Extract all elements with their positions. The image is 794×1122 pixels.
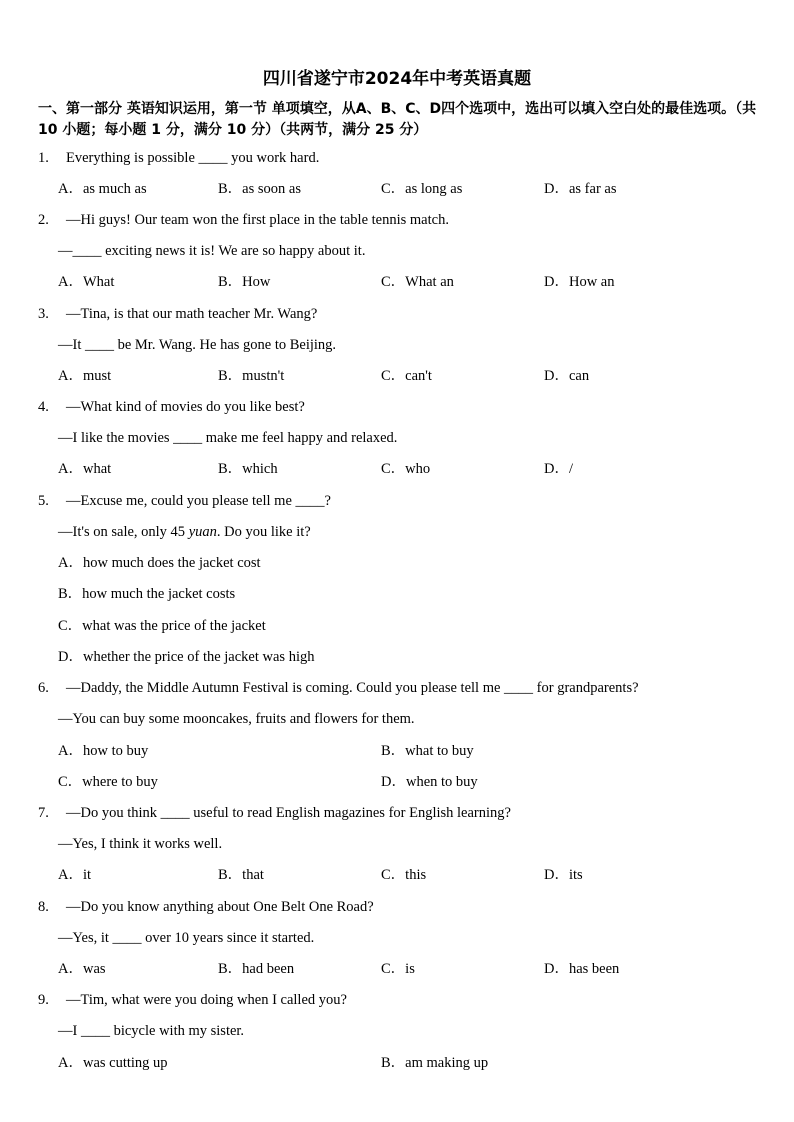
option-a: A．what: [58, 461, 112, 477]
question-stem: —Do you know anything about One Belt One Road?: [66, 899, 374, 915]
option-b: B．which: [218, 461, 278, 477]
option-a: A．how much does the jacket cost: [58, 555, 261, 571]
question-stem: —Excuse me, could you please tell me ____?: [66, 493, 331, 509]
reply-italic-word: yuan: [188, 524, 217, 540]
question-reply: —I like the movies ____ make me feel happy and relaxed.: [58, 430, 398, 446]
question-number: 1.: [38, 150, 49, 166]
option-b: B．How: [218, 274, 271, 290]
option-d: D．its: [544, 867, 583, 883]
option-c: C．is: [381, 961, 415, 977]
question-reply: —Yes, it ____ over 10 years since it started.: [58, 930, 315, 946]
question-stem: —Tim, what were you doing when I called you?: [66, 992, 347, 1008]
option-d: D．whether the price of the jacket was high: [58, 649, 315, 665]
option-b: B．mustn't: [218, 368, 285, 384]
question-stem: —Do you think ____ useful to read English magazines for English learning?: [66, 805, 511, 821]
question-stem: —Daddy, the Middle Autumn Festival is coming. Could you please tell me ____ for grandparents?: [66, 680, 639, 696]
question-number: 9.: [38, 992, 49, 1008]
option-a: A．was cutting up: [58, 1055, 168, 1071]
reply-text: . Do you like it?: [216, 524, 311, 540]
option-b: B．that: [218, 867, 264, 883]
option-c: C．where to buy: [58, 774, 158, 790]
question-reply: —I ____ bicycle with my sister.: [58, 1023, 245, 1039]
option-c: C．who: [381, 461, 431, 477]
question-reply: [58, 523, 311, 541]
option-c: C．What an: [381, 274, 454, 290]
option-c: C．this: [381, 867, 427, 883]
option-d: D．/: [544, 461, 573, 477]
question-stem: Everything is possible ____ you work hard.: [66, 150, 320, 166]
option-d: D．has been: [544, 961, 620, 977]
option-a: A．was: [58, 961, 106, 977]
option-a: A．it: [58, 867, 92, 883]
page-title: 四川省遂宁市2024年中考英语真题: [262, 69, 532, 89]
question-stem: —Hi guys! Our team won the first place in the table tennis match.: [66, 212, 449, 228]
section-header: 一、第一部分 英语知识运用，第一节 单项填空，从A、B、C、D四个选项中，选出可以填入空白处的最佳选项。（共 10 小题；每小题 1 分，满分 10 分）（共两节，满分 25 分）: [38, 101, 757, 138]
option-b: B．what to buy: [381, 743, 474, 759]
question-reply: —Yes, I think it works well.: [58, 836, 223, 852]
question-number: 2.: [38, 212, 49, 228]
question-stem: —What kind of movies do you like best?: [66, 399, 305, 415]
option-c: C．can't: [381, 368, 432, 384]
option-d: D．when to buy: [381, 774, 478, 790]
option-a: A．as much as: [58, 181, 147, 197]
question-reply: —You can buy some mooncakes, fruits and flowers for them.: [58, 711, 415, 727]
option-b: B．as soon as: [218, 181, 301, 197]
question-reply: —____ exciting news it is! We are so happy about it.: [58, 243, 366, 259]
question-number: 5.: [38, 493, 49, 509]
option-a: A．must: [58, 368, 112, 384]
option-b: B．am making up: [381, 1055, 489, 1071]
question-number: 7.: [38, 805, 49, 821]
question-number: 8.: [38, 899, 49, 915]
option-d: D．as far as: [544, 181, 617, 197]
option-d: D．can: [544, 368, 590, 384]
question-number: 3.: [38, 306, 49, 322]
option-b: B．had been: [218, 961, 295, 977]
option-a: A．how to buy: [58, 743, 149, 759]
option-c: C．as long as: [381, 181, 463, 197]
question-stem: —Tina, is that our math teacher Mr. Wang?: [66, 306, 318, 322]
question-number: 6.: [38, 680, 49, 696]
option-a: A．What: [58, 274, 115, 290]
question-reply: —It ____ be Mr. Wang. He has gone to Beijing.: [58, 337, 337, 353]
question-number: 4.: [38, 399, 49, 415]
option-c: C．what was the price of the jacket: [58, 618, 266, 634]
option-b: B．how much the jacket costs: [58, 586, 236, 602]
reply-text: —It's on sale, only 45: [58, 524, 189, 540]
option-d: D．How an: [544, 274, 615, 290]
